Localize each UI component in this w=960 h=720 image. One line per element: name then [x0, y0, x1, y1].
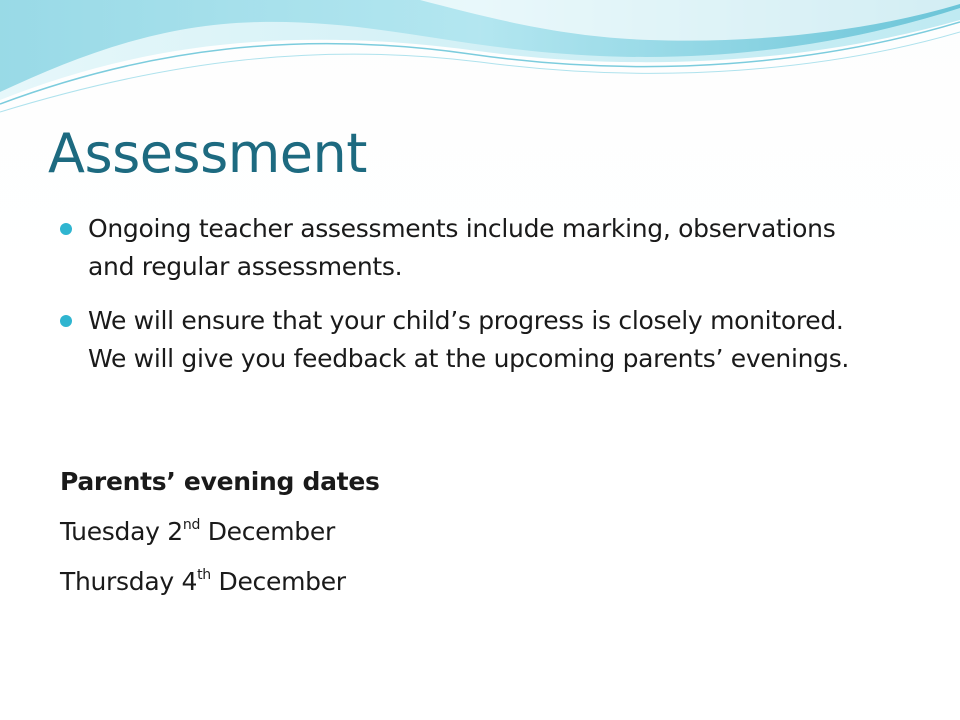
bullet-dot-icon [60, 223, 72, 235]
slide-title: Assessment [48, 122, 367, 185]
bullet-dot-icon [60, 315, 72, 327]
bullet-text: Ongoing teacher assessments include marking, observations and regular assessments. [88, 214, 836, 281]
bullet-text: We will ensure that your child’s progress is closely monitored. We will give you feedback at the upcoming parents’ evenings. [88, 306, 850, 373]
header-wave-decoration [0, 0, 960, 120]
date-line-thursday [60, 560, 880, 604]
date-prefix: Thursday 4 [60, 567, 198, 596]
bullet-item-assessments [60, 210, 880, 286]
parents-evening-dates [60, 460, 880, 610]
date-line-tuesday [60, 510, 880, 554]
dates-heading: Parents’ evening dates [60, 467, 380, 496]
bullet-list [60, 210, 880, 394]
date-ordinal-suffix: th [197, 567, 211, 583]
date-ordinal-suffix: nd [182, 517, 201, 533]
bullet-item-progress [60, 302, 880, 378]
date-month: December [210, 567, 346, 596]
date-month: December [200, 517, 335, 546]
date-prefix: Tuesday 2 [60, 517, 183, 546]
